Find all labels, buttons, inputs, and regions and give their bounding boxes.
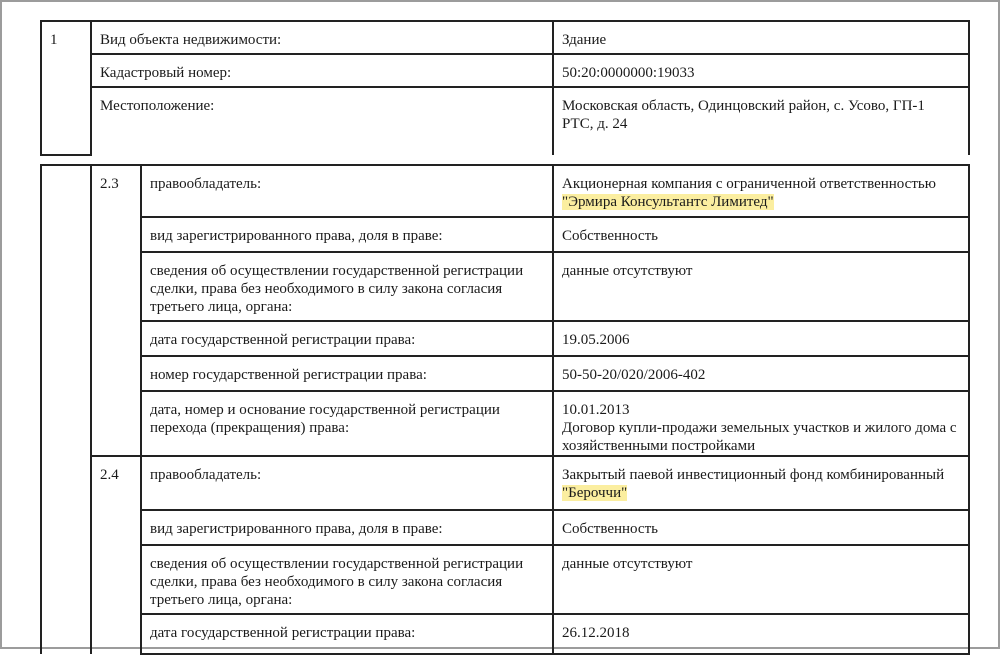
cadastral-number-label: Кадастровый номер: bbox=[91, 54, 553, 87]
holder-value: Акционерная компания с ограниченной ответственностью "Эрмира Консультантс Лимитед" bbox=[553, 165, 969, 217]
consent-label: сведения об осуществлении государственной регистрации сделки, права без необходимого в силу закона согласия третьего лица, органа: bbox=[141, 545, 553, 614]
transfer-label: дата, номер и основание государственной регистрации перехода (прекращения) права: bbox=[141, 391, 553, 456]
reg-date-value: 26.12.2018 bbox=[553, 614, 969, 654]
table-row bbox=[41, 510, 969, 545]
table-row bbox=[41, 252, 969, 321]
reg-date-label: дата государственной регистрации права: bbox=[141, 321, 553, 356]
consent-value: данные отсутствуют bbox=[553, 545, 969, 614]
table-row bbox=[41, 456, 969, 510]
object-number: 1 bbox=[41, 21, 91, 155]
holder-value: Закрытый паевой инвестиционный фонд комбинированный "Бероччи" bbox=[553, 456, 969, 510]
reg-number-value: 50-50-20/020/2006-402 bbox=[553, 356, 969, 391]
table-row bbox=[41, 321, 969, 356]
blank-column bbox=[41, 165, 91, 654]
transfer-date: 10.01.2013 bbox=[562, 402, 630, 418]
table-row bbox=[41, 356, 969, 391]
transfer-value bbox=[553, 391, 969, 456]
right-type-value: Собственность bbox=[553, 510, 969, 545]
holder-number: 2.4 bbox=[91, 456, 141, 654]
reg-number-label: номер государственной регистрации права: bbox=[141, 356, 553, 391]
rights-holders-table bbox=[40, 164, 970, 655]
reg-date-value: 19.05.2006 bbox=[553, 321, 969, 356]
cadastral-number-value: 50:20:0000000:19033 bbox=[553, 54, 969, 87]
holder-number: 2.3 bbox=[91, 165, 141, 456]
transfer-basis: Договор купли-продажи земельных участков и жилого дома с хозяйственными постройками bbox=[562, 420, 957, 454]
object-type-label: Вид объекта недвижимости: bbox=[91, 21, 553, 54]
location-value: Московская область, Одинцовский район, с. Усово, ГП-1 РТС, д. 24 bbox=[553, 87, 969, 155]
reg-date-label: дата государственной регистрации права: bbox=[141, 614, 553, 654]
right-type-label: вид зарегистрированного права, доля в праве: bbox=[141, 217, 553, 252]
highlighted-name: "Бероччи" bbox=[562, 485, 628, 501]
table-row bbox=[41, 217, 969, 252]
holder-label: правообладатель: bbox=[141, 456, 553, 510]
location-label: Местоположение: bbox=[91, 87, 553, 155]
table-row bbox=[41, 54, 969, 87]
holder-label: правообладатель: bbox=[141, 165, 553, 217]
table-row bbox=[41, 87, 969, 155]
right-type-label: вид зарегистрированного права, доля в праве: bbox=[141, 510, 553, 545]
table-row bbox=[41, 391, 969, 456]
table-row bbox=[41, 545, 969, 614]
table-row bbox=[41, 165, 969, 217]
object-type-value: Здание bbox=[553, 21, 969, 54]
consent-value: данные отсутствуют bbox=[553, 252, 969, 321]
object-info-table bbox=[40, 20, 970, 156]
consent-label: сведения об осуществлении государственной регистрации сделки, права без необходимого в силу закона согласия третьего лица, органа: bbox=[141, 252, 553, 321]
table-row bbox=[41, 614, 969, 654]
table-row bbox=[41, 21, 969, 54]
highlighted-name: "Эрмира Консультантс Лимитед" bbox=[562, 194, 774, 210]
right-type-value: Собственность bbox=[553, 217, 969, 252]
